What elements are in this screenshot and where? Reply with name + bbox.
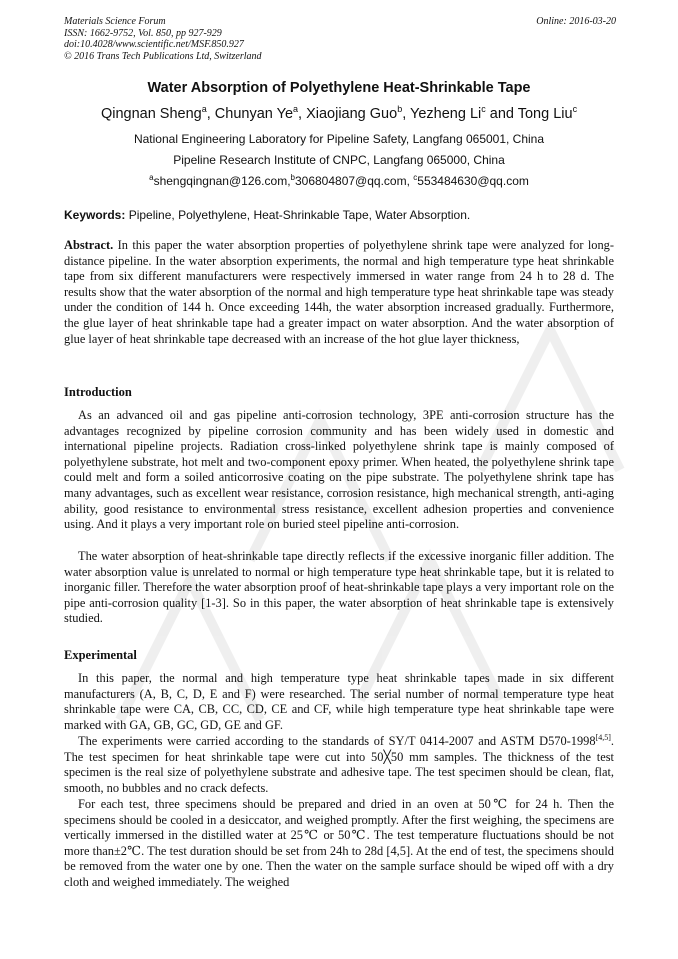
author-sup: c <box>572 104 578 115</box>
exp-paragraph-2 <box>64 734 614 796</box>
author-name: Qingnan Sheng <box>100 106 202 122</box>
exp-paragraph-3: For each test, three specimens should be prepared and dried in an oven at 50℃ for 24 h. Then the specimens should be cooled in a desiccator, and weighed promptly. After the first weighing, the specimens are vertically immersed in the distilled water at 25℃ or 50℃. The test temperature fluctuations should be not more than±2℃. The test duration should be set from 24h to 28d [4,5]. At the end of test, the specimens should be removed from the water one by one. Then the water on the sample surface should be wiped off with a dry cloth and weighed immediately. The weighed <box>64 797 614 889</box>
journal-header <box>64 16 262 62</box>
citation-ref: [4,5] <box>595 732 611 742</box>
copyright-line: © 2016 Trans Tech Publications Ltd, Switzerland <box>64 50 262 62</box>
author-sup: c <box>481 104 486 115</box>
paper-title: Water Absorption of Polyethylene Heat-Shrinkable Tape <box>147 80 531 96</box>
author-list: Qingnan Sheng$^a$, Chunyan Ye$^a$, Xiaojiang Guo$^b$, Yezheng Li$^c$ and Tong Liu$^c$ <box>100 104 578 122</box>
author-sup: b <box>397 104 403 115</box>
email-line <box>0 174 678 188</box>
issn-line: ISSN: 1662-9752, Vol. 850, pp 927-929 <box>64 27 222 39</box>
affiliation-2: Pipeline Research Institute of CNPC, Langfang 065000, China <box>173 153 505 167</box>
email-sup: c <box>413 173 418 182</box>
affiliation-1: National Engineering Laboratory for Pipeline Safety, Langfang 065001, China <box>133 132 545 146</box>
intro-paragraph-1: As an advanced oil and gas pipeline anti-corrosion technology, 3PE anti-corrosion structure has the advantages recognized by pipeline corrosion community and has been widely used in domestic and international pipeline projects. Radiation cross-linked polyethylene shrink tape is mainly composed of polyethylene substrate, hot melt and two-component epoxy primer. When heated, the polyethylene shrink tape could melt and form a soiled anticorrosive coating on the pipe substrate. The polyethylene shrink tape has many advantages, such as excellent wear resistance, corrosion resistance, high mechanical strength, anti-aging ability, good resistance to environmental stress resistance, excellent adhesion properties and convenience using. And it plays a very important role on buried steel pipeline anti-corrosion. <box>64 408 614 532</box>
journal-name: Materials Science Forum <box>64 16 166 27</box>
author-name: Tong Liu <box>517 106 573 122</box>
abstract <box>64 238 614 347</box>
email-sup: b <box>290 173 295 182</box>
author-sup: a <box>293 104 299 115</box>
email-sup: a <box>149 173 154 182</box>
exp-paragraph-1: In this paper, the normal and high temperature type heat shrinkable tapes made in six different manufacturers (A, B, C, D, E and F) were researched. The serial number of normal temperature type heat shrinkable tape were CA, CB, CC, CD, CE and CF, while high temperature type heat shrinkable tape were marked with GA, GB, GC, GD, GE and GF. <box>64 671 614 732</box>
abstract-label: Abstract. <box>64 238 114 252</box>
email-address: 553484630@qq.com <box>417 174 529 188</box>
section-heading-experimental: Experimental <box>64 648 137 662</box>
doi-line: doi:10.4028/www.scientific.net/MSF.850.927 <box>64 39 244 50</box>
email-address: 306804807@qq.com, <box>294 174 410 188</box>
exp-p2-text-a: The experiments were carried according to the standards of SY/T 0414-2007 and ASTM D570-1998 <box>78 734 596 748</box>
keywords <box>64 208 470 222</box>
keywords-text: Pipeline, Polyethylene, Heat-Shrinkable Tape, Water Absorption. <box>128 208 471 222</box>
author-name: Yezheng Li <box>410 106 482 122</box>
author-name: Xiaojiang Guo <box>306 106 398 122</box>
email-address: shengqingnan@126.com, <box>153 174 291 188</box>
section-heading-introduction: Introduction <box>64 385 132 399</box>
author-sup: a <box>201 104 207 115</box>
exp-p2-text-b: . The test specimen for heat shrinkable tape were cut into 50╳50 mm samples. The thickness of the test specimen is the real size of polyethylene substrate and adhesive tape. The test specimen should be clean, flat, smooth, no bubbles and no crack defects. <box>64 734 614 795</box>
keywords-label: Keywords: <box>64 208 126 222</box>
intro-paragraph-2: The water absorption of heat-shrinkable tape directly reflects if the excessive inorganic filler addition. The water absorption value is unrelated to normal or high temperature type heat shrinkable tape, but it is related to inorganic filler. Therefore the water absorption proof of heat-shrinkable tape plays a very important role on the pipe anti-corrosion quality [1-3]. So in this paper, the water absorption of heat shrinkable tape is extensively studied. <box>64 549 614 626</box>
online-date: Online: 2016-03-20 <box>536 16 616 27</box>
abstract-text: In this paper the water absorption properties of polyethylene shrink tape were analyzed for long-distance pipeline. In the water absorption experiments, the normal and high temperature type heat shrinkable tape from six different manufacturers were respectively immersed in water range from 24 h to 28 d. The results show that the water absorption of the normal and high temperature type heat shrinkable tape was steady under the condition of 144 h. Once exceeding 144h, the water absorption increased gradually. Furthermore, the glue layer of heat shrinkable tape had a greater impact on water absorption. And the water absorption of glue layer of heat shrinkable tape decreased with an increase of the hot glue layer thickness, <box>64 238 615 346</box>
author-name: Chunyan Ye <box>214 106 294 122</box>
